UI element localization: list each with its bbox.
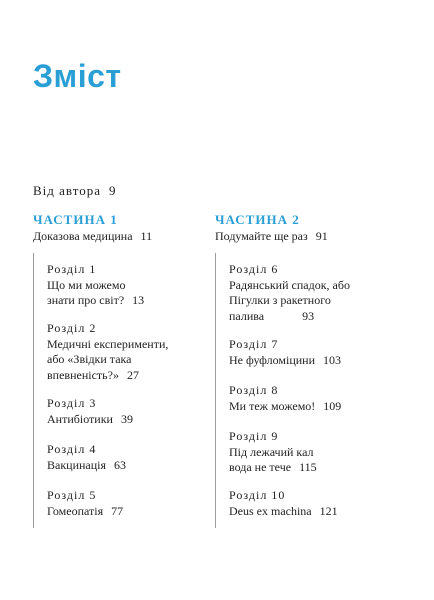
section-10-title: Deus ex machina [229, 503, 312, 518]
section-3-title: Антибіотики [47, 411, 113, 426]
section-9-label: Розділ 9 [229, 429, 279, 443]
section-8-page: 109 [323, 398, 342, 413]
section-5-label: Розділ 5 [47, 488, 97, 502]
toc-entry-section-3[interactable] [47, 396, 133, 427]
section-1-page: 13 [132, 293, 145, 307]
section-6-title-line-1: Радянський спадок, або [229, 277, 350, 292]
section-9-title-line-1: Під лежачий кал [229, 444, 314, 459]
section-5-title: Гомеопатія [47, 503, 104, 518]
section-1-title-line-2: знати про світ? [47, 293, 125, 307]
section-10-page: 121 [319, 503, 338, 518]
section-7-page: 103 [323, 352, 342, 367]
author-foreword-page: 9 [109, 183, 117, 198]
toc-entry-section-6[interactable] [229, 262, 350, 324]
part-1-page: 11 [140, 229, 153, 243]
part-2-label: ЧАСТИНА 2 [215, 212, 300, 227]
toc-entry-section-7[interactable] [229, 337, 341, 368]
section-2-title-line-1: Медичні експерименти, [47, 336, 169, 351]
toc-entry-section-8[interactable] [229, 383, 341, 414]
section-7-label: Розділ 7 [229, 337, 279, 351]
section-9-title-line-2: вода не тече [229, 460, 292, 474]
section-2-title-line-3: впевненість?» [47, 367, 119, 382]
part-2-sections [215, 253, 395, 528]
part-1-title: Доказова медицина [33, 229, 133, 243]
author-foreword-label: Від автора [33, 183, 102, 198]
toc-entry-section-1[interactable] [47, 262, 144, 309]
part-1-sections [33, 253, 208, 528]
section-8-title: Ми теж можемо! [229, 398, 316, 413]
section-2-page: 27 [126, 367, 139, 382]
section-9-page: 115 [299, 460, 317, 474]
toc-entry-part-1[interactable] [33, 228, 208, 244]
section-1-label: Розділ 1 [47, 262, 97, 276]
toc-entry-section-2[interactable] [47, 321, 168, 383]
section-3-label: Розділ 3 [47, 396, 97, 410]
page-title: Зміст [33, 58, 122, 94]
section-4-label: Розділ 4 [47, 442, 97, 456]
section-2-label: Розділ 2 [47, 321, 97, 335]
toc-entry-section-9[interactable] [229, 429, 317, 476]
toc-entry-author-foreword[interactable] [33, 183, 117, 199]
section-6-title-line-2: Пігулки з ракетного [229, 293, 331, 307]
toc-entry-part-2[interactable] [215, 228, 395, 244]
part-2-title: Подумайте ще раз [215, 229, 308, 243]
section-3-page: 39 [120, 411, 133, 426]
toc-column-part-1 [33, 212, 208, 528]
section-6-label: Розділ 6 [229, 262, 279, 276]
part-2-page: 91 [315, 229, 328, 243]
section-4-title: Вакцинація [47, 457, 107, 472]
section-2-title-line-2: або «Звідки така [47, 352, 132, 366]
section-5-page: 77 [111, 503, 124, 518]
section-10-label: Розділ 10 [229, 488, 286, 502]
section-6-title-line-3: палива [229, 308, 265, 323]
section-6-page: 93 [302, 308, 315, 323]
section-7-title: Не фуфломіцини [229, 352, 316, 367]
toc-column-part-2 [215, 212, 395, 528]
toc-entry-section-5[interactable] [47, 488, 123, 519]
toc-entry-section-10[interactable] [229, 488, 338, 519]
toc-entry-section-4[interactable] [47, 442, 126, 473]
part-1-label: ЧАСТИНА 1 [33, 212, 118, 227]
section-4-page: 63 [114, 457, 127, 472]
section-8-label: Розділ 8 [229, 383, 279, 397]
section-1-title-line-1: Що ми можемо [47, 277, 126, 292]
